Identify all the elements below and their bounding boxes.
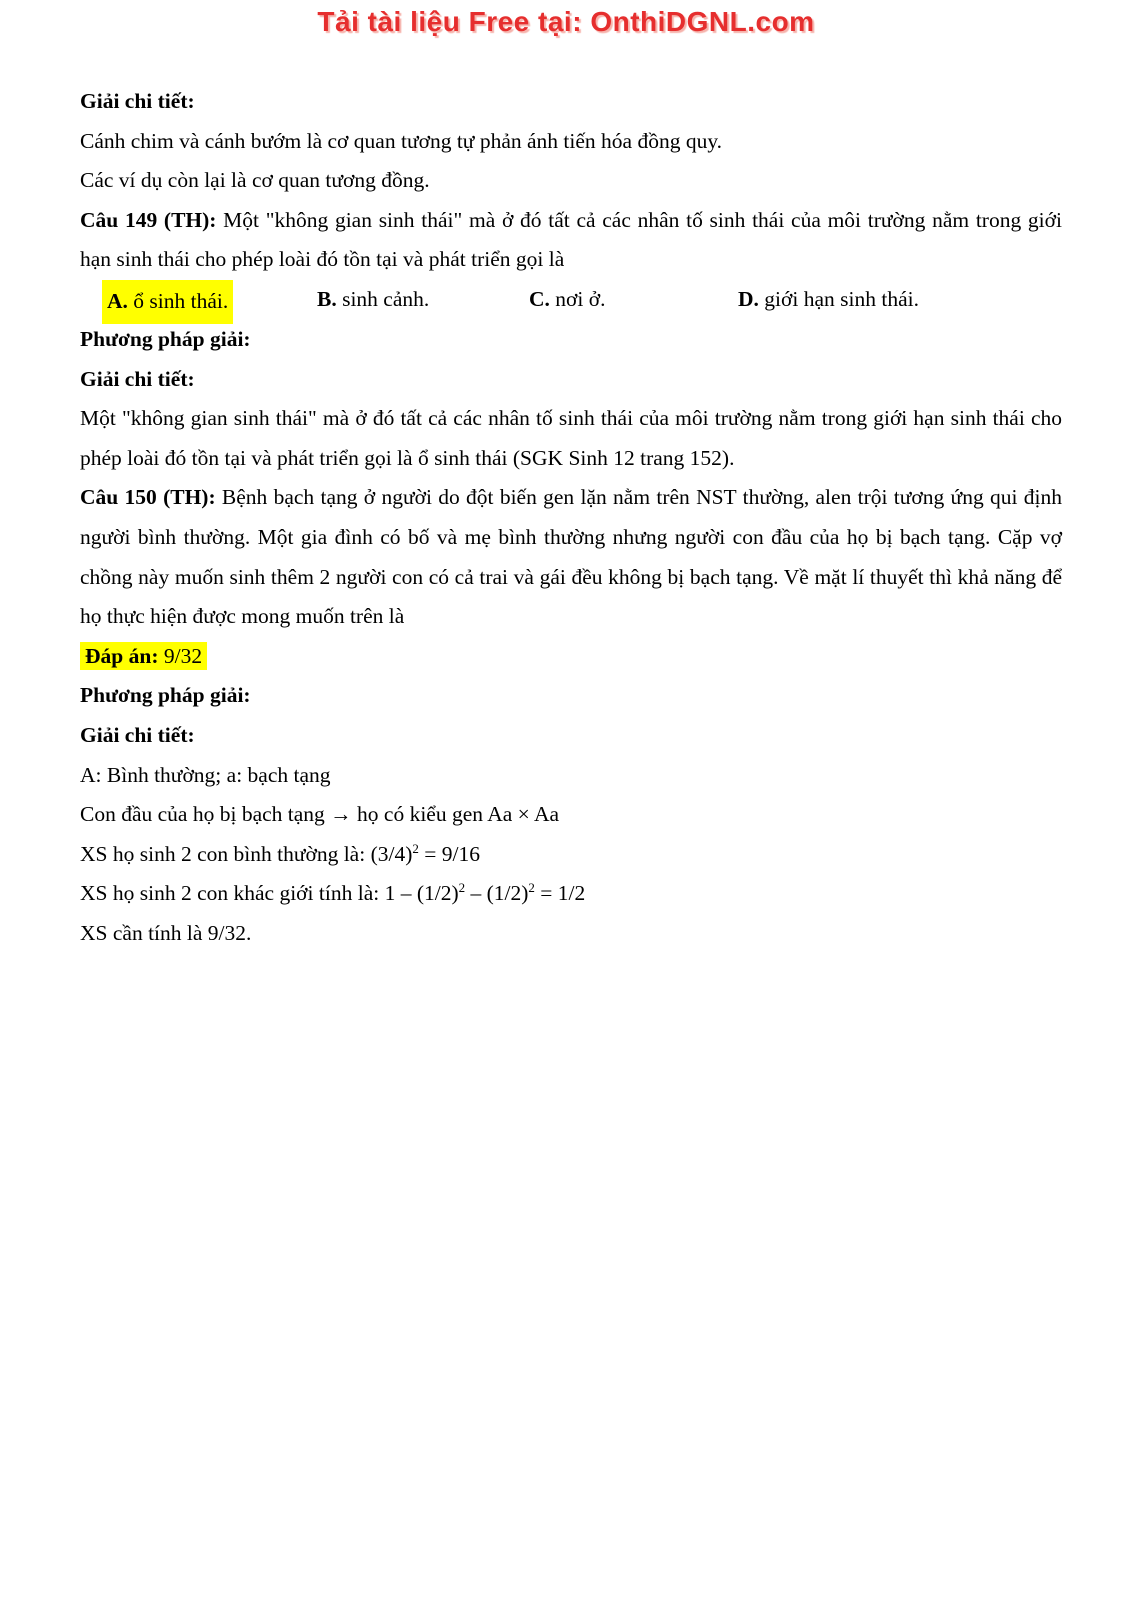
detail-heading-150: Giải chi tiết: <box>80 722 195 747</box>
answer-150 <box>80 637 1062 677</box>
option-c <box>529 280 606 320</box>
solution-150-line-5: XS cần tính là 9/32. <box>80 920 252 945</box>
option-d-letter: D. <box>738 286 759 311</box>
formula-1-result: = 9/16 <box>418 841 480 866</box>
detail-heading-149: Giải chi tiết: <box>80 366 195 391</box>
solution-150-line-3 <box>80 835 1062 875</box>
answer-label: Đáp án: <box>85 643 159 668</box>
formula-1-exponent: 2 <box>412 840 419 856</box>
solution-150-line-4 <box>80 874 1062 914</box>
detail-text-149: Một "không gian sinh thái" mà ở đó tất cả các nhân tố sinh thái của môi trường nằm trong giới hạn sinh thái cho phép loài đó tồn tại và phát triển gọi là ổ sinh thái (SGK Sinh 12 trang 152). <box>80 406 1062 470</box>
answer-value: 9/32 <box>163 643 203 668</box>
formula-2-exponent-2: 2 <box>528 880 535 896</box>
method-heading-149: Phương pháp giải: <box>80 326 251 351</box>
formula-2-exponent-1: 2 <box>458 880 466 896</box>
option-a-text: ổ sinh thái. <box>133 288 229 313</box>
formula-1-base: XS họ sinh 2 con bình thường là: (3/4) <box>80 841 413 866</box>
question-149 <box>80 201 1062 280</box>
document-content <box>80 82 1062 953</box>
option-b-letter: B. <box>317 286 337 311</box>
question-150 <box>80 478 1062 636</box>
option-d-text: giới hạn sinh thái. <box>764 286 919 311</box>
option-c-text: nơi ở. <box>555 286 606 311</box>
option-c-letter: C. <box>529 286 550 311</box>
option-b <box>317 280 429 320</box>
solution-150-line-1: A: Bình thường; a: bạch tạng <box>80 762 331 787</box>
detail-heading-prev: Giải chi tiết: <box>80 89 195 113</box>
answer-highlight <box>80 642 207 670</box>
solution-150-line-2: Con đầu của họ bị bạch tạng → họ có kiểu gen Aa × Aa <box>80 802 560 827</box>
question-149-text: Một "không gian sinh thái" mà ở đó tất cả các nhân tố sinh thái của môi trường nằm trong giới hạn sinh thái cho phép loài đó tồn tại và phát triển gọi là <box>80 207 1063 272</box>
method-heading-150: Phương pháp giải: <box>80 683 251 708</box>
option-d <box>738 280 919 320</box>
formula-2-middle: – (1/2) <box>465 881 529 906</box>
question-150-label: Câu 150 (TH): <box>80 485 216 510</box>
formula-2-base: XS họ sinh 2 con khác giới tính là: 1 – (1/2) <box>80 881 459 906</box>
prev-solution-line-2: Các ví dụ còn lại là cơ quan tương đồng. <box>80 168 430 193</box>
option-a <box>102 280 233 324</box>
question-150-text: Bệnh bạch tạng ở người do đột biến gen lặn nằm trên NST thường, alen trội tương ứng qui định người bình thường. Một gia đình có bố và mẹ bình thường nhưng người con đầu của họ bị bạch tạng. Cặp vợ chồng này muốn sinh thêm 2 người con có cả trai và gái đều không bị bạch tạng. Về mặt lí thuyết thì khả năng để họ thực hiện được mong muốn trên là <box>80 485 1062 629</box>
promo-header: Tải tài liệu Free tại: OnthiDGNL.com <box>317 6 815 37</box>
question-149-label: Câu 149 (TH): <box>80 207 217 232</box>
option-b-text: sinh cảnh. <box>342 286 430 311</box>
answer-options-149 <box>80 280 1062 320</box>
option-a-letter: A. <box>107 288 128 313</box>
prev-solution-line-1: Cánh chim và cánh bướm là cơ quan tương tự phản ánh tiến hóa đồng quy. <box>80 128 723 153</box>
formula-2-result: = 1/2 <box>534 881 586 906</box>
